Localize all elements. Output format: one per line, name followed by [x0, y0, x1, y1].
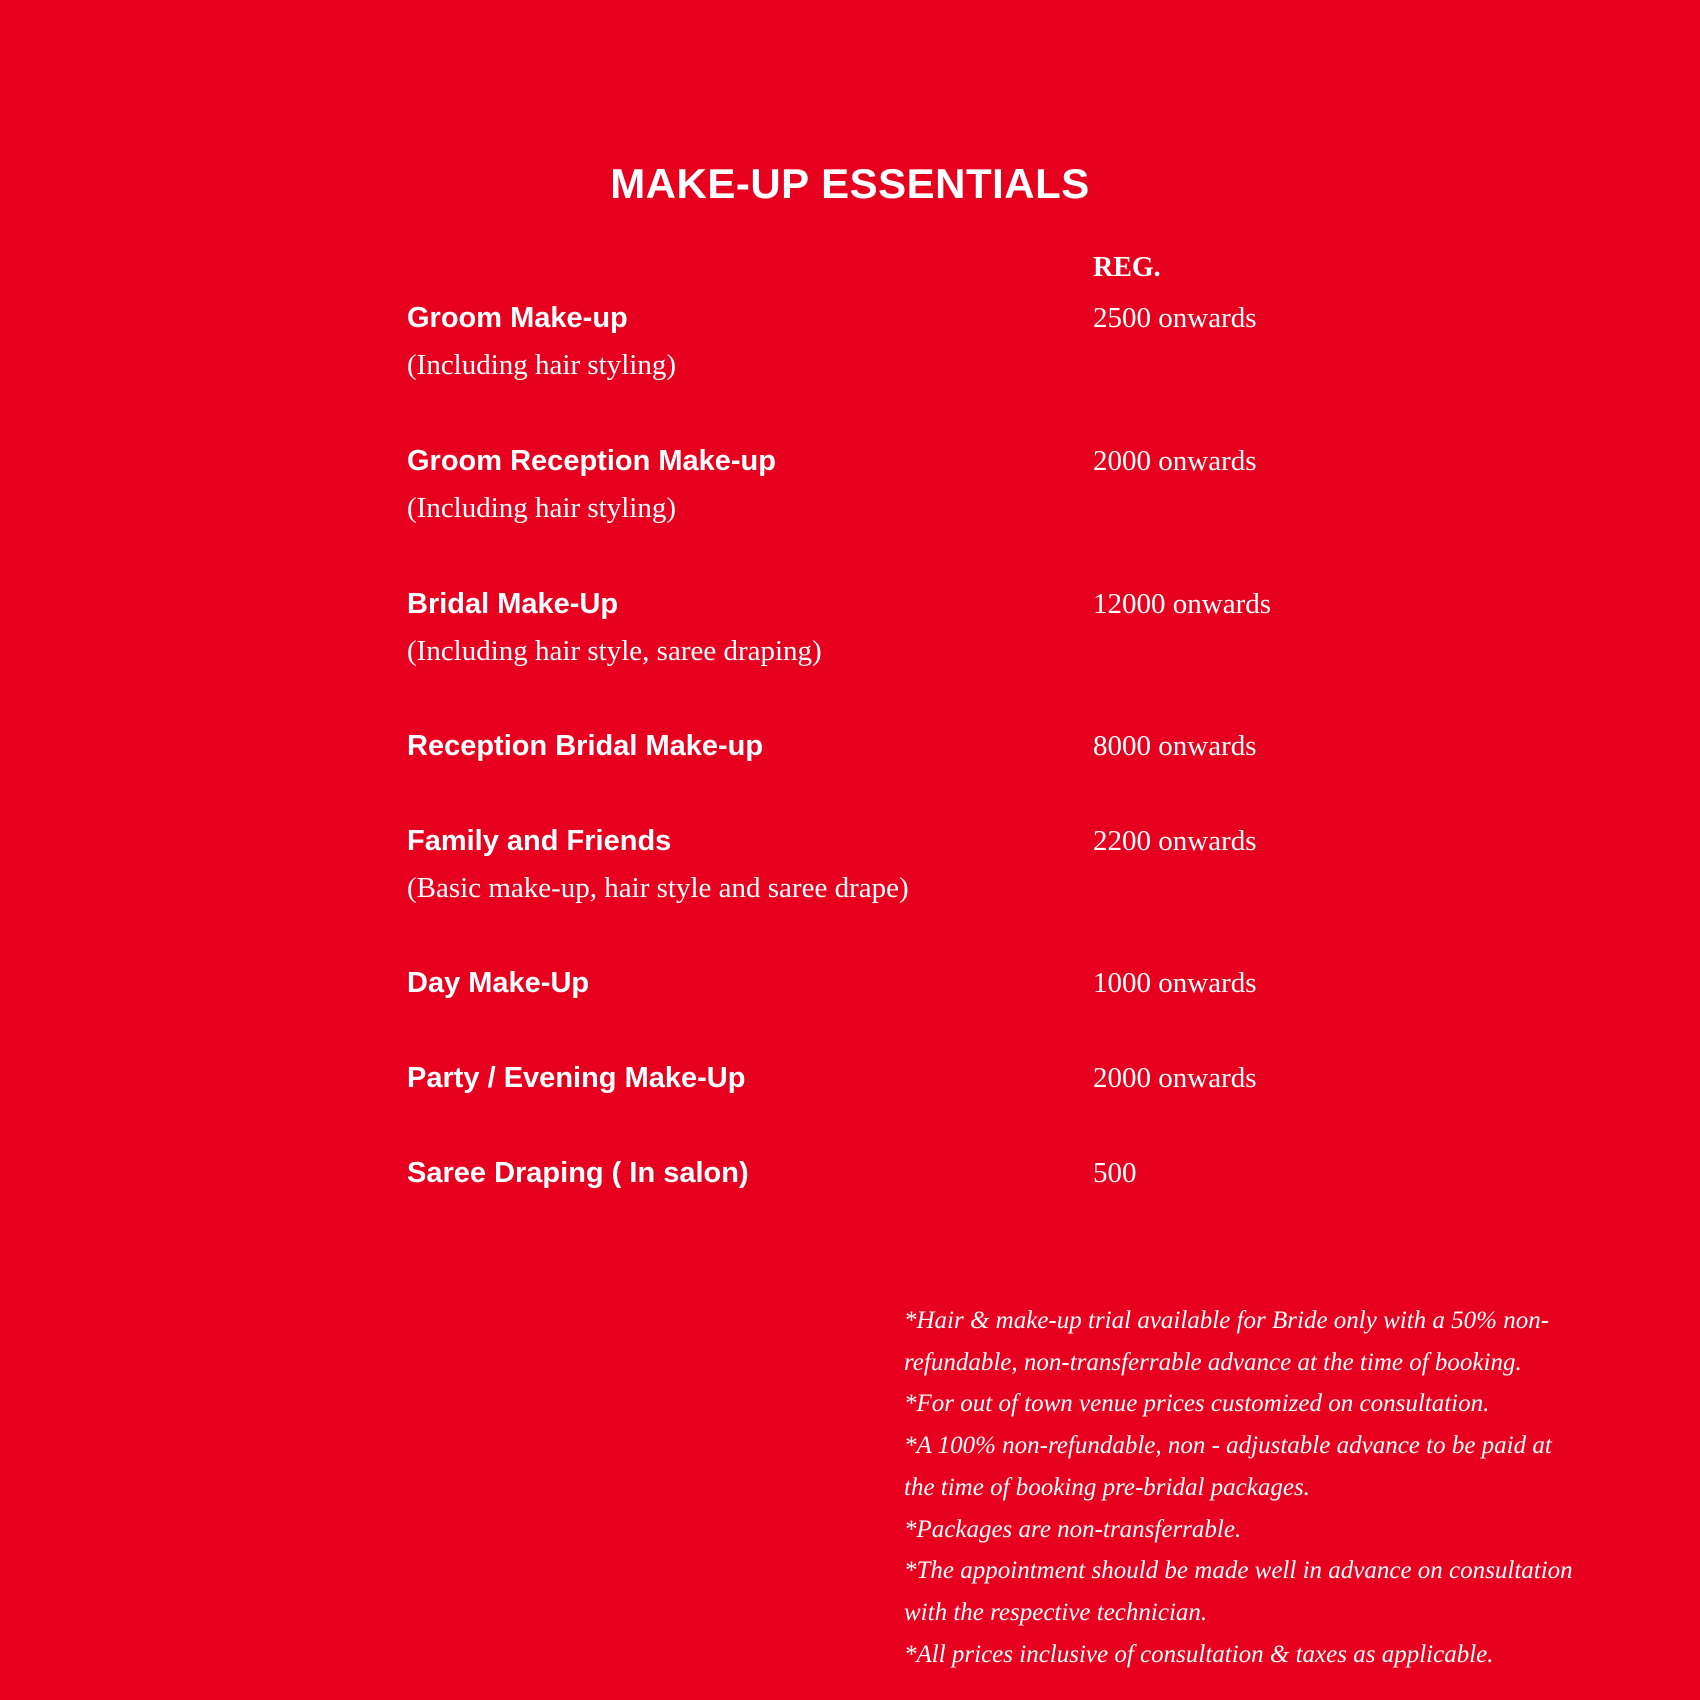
- service-name: Family and Friends: [407, 825, 672, 857]
- service-price: 12000 onwards: [1093, 588, 1272, 620]
- service-price: 1000 onwards: [1093, 967, 1257, 999]
- service-name: Bridal Make-Up: [407, 588, 619, 620]
- note-line: *A 100% non-refundable, non - adjustable advance to be paid at: [904, 1432, 1552, 1460]
- service-price: 2000 onwards: [1093, 1062, 1257, 1094]
- service-name: Reception Bridal Make-up: [407, 730, 764, 762]
- service-description: (Including hair styling): [407, 492, 677, 524]
- service-price: 2500 onwards: [1093, 302, 1257, 334]
- note-line: refundable, non-transferrable advance at the time of booking.: [904, 1348, 1522, 1376]
- service-item: [407, 823, 1407, 906]
- service-item: [407, 443, 1407, 526]
- service-name: Groom Make-up: [407, 302, 628, 334]
- service-description: (Including hair styling): [407, 349, 677, 381]
- service-price: 2200 onwards: [1093, 825, 1257, 857]
- price-column-header: REG.: [1093, 252, 1161, 283]
- service-item: [407, 586, 1407, 669]
- service-name: Saree Draping ( In salon): [407, 1157, 749, 1189]
- service-description: (Including hair style, saree draping): [407, 635, 822, 667]
- service-item: [407, 1060, 1407, 1096]
- note-line: *Hair & make-up trial available for Bride only with a 50% non-: [904, 1307, 1550, 1334]
- note-line: the time of booking pre-bridal packages.: [904, 1473, 1310, 1501]
- service-name: Groom Reception Make-up: [407, 445, 776, 477]
- note-line: *The appointment should be made well in advance on consultation: [904, 1557, 1573, 1585]
- service-price: 500: [1093, 1157, 1137, 1189]
- service-item: [407, 728, 1407, 764]
- service-item: [407, 965, 1407, 1001]
- note-line: *All prices inclusive of consultation & taxes as applicable.: [904, 1640, 1494, 1668]
- terms-notes: [904, 1300, 1664, 1675]
- service-item: [407, 300, 1407, 383]
- service-price: 2000 onwards: [1093, 445, 1257, 477]
- service-price: 8000 onwards: [1093, 730, 1257, 762]
- service-name: Party / Evening Make-Up: [407, 1062, 746, 1094]
- note-line: *For out of town venue prices customized on consultation.: [904, 1390, 1490, 1418]
- note-line: *Packages are non-transferrable.: [904, 1515, 1242, 1543]
- service-item: [407, 1155, 1407, 1191]
- note-line: with the respective technician.: [904, 1598, 1208, 1626]
- page-title: MAKE-UP ESSENTIALS: [610, 160, 1090, 207]
- service-description: (Basic make-up, hair style and saree drape): [407, 872, 909, 904]
- service-name: Day Make-Up: [407, 967, 590, 999]
